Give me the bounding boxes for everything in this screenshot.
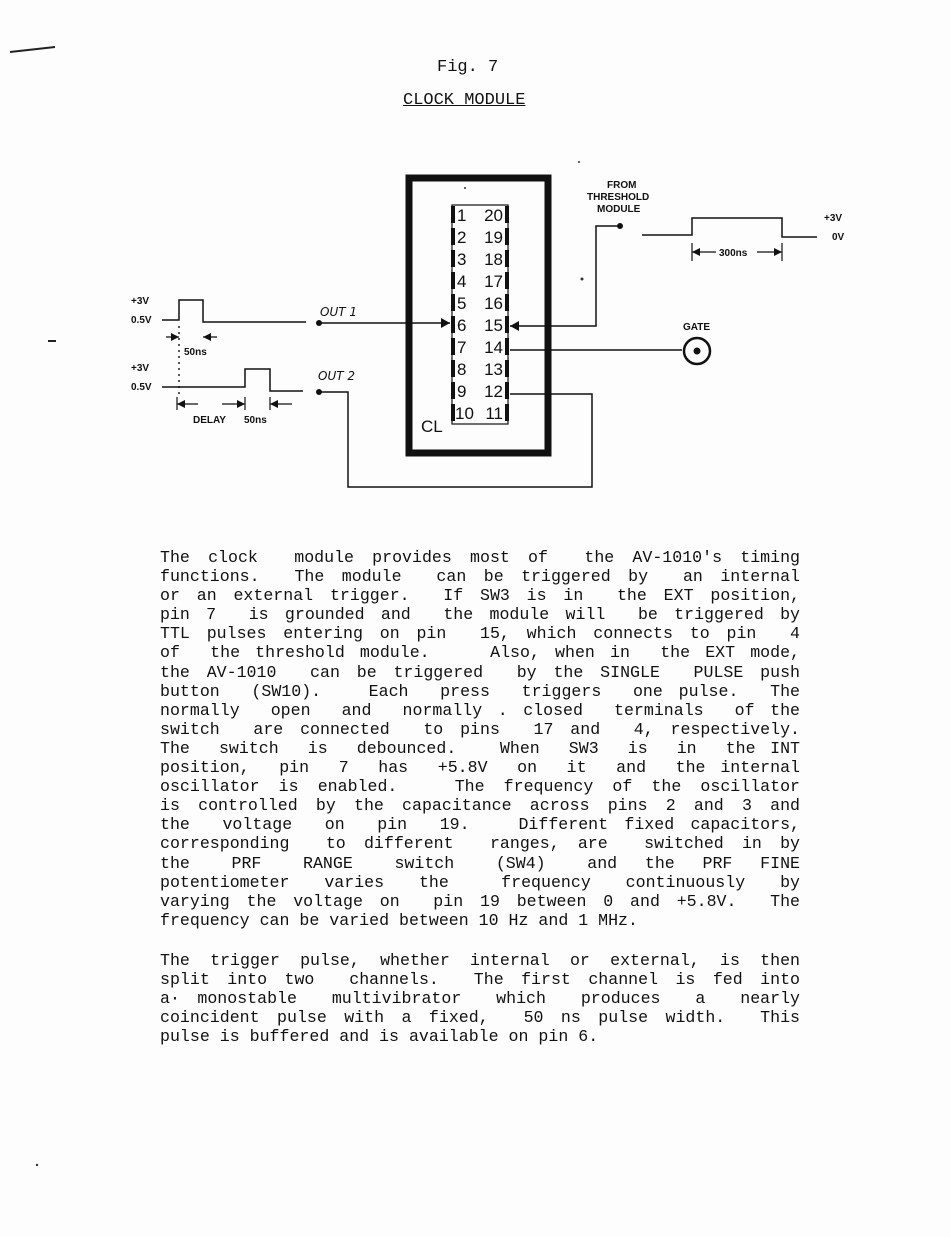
scan-speck [464, 187, 466, 189]
pin-numbers-left [455, 206, 474, 423]
pin-number: 17 [484, 272, 503, 291]
text-line: pulse is buffered and is available on pin 6. [160, 1027, 599, 1047]
pin-number: 9 [457, 382, 467, 401]
threshold-pulse-waveform [642, 218, 817, 237]
pin-number: 5 [457, 294, 467, 313]
paragraph-trigger-pulse [160, 951, 800, 1046]
pin-number: 18 [484, 250, 503, 269]
out2-high-label: +3V [131, 363, 150, 374]
out2-width-label: 50ns [244, 415, 267, 426]
text-line: varying the voltage on pin 19 between 0 and +5.8V. The [160, 891, 800, 911]
text-line: switch are connected to pins 17 and 4, respectively. [160, 719, 800, 739]
text-line: TTL pulses entering on pin 15, which connects to pin 4 [160, 624, 800, 644]
threshold-low-label: 0V [832, 232, 845, 243]
out1-pulse-waveform [162, 300, 306, 322]
text-line: The trigger pulse, whether internal or external, is then [160, 951, 800, 970]
pin-number: 3 [457, 250, 467, 269]
figure-label: Fig. 7 [437, 58, 499, 77]
out1-low-label: 0.5V [131, 315, 152, 326]
scan-speck [578, 161, 580, 163]
margin-stroke [10, 47, 55, 52]
pin15-arrow [510, 321, 519, 331]
out2-pulse-waveform [162, 369, 303, 391]
threshold-high-label: +3V [824, 213, 843, 224]
text-line: split into two channels. The first channel is fed into [160, 970, 800, 990]
scan-speck [581, 278, 584, 281]
gate-label: GATE [683, 322, 711, 333]
pin-number: 6 [457, 316, 467, 335]
pin-number: 12 [484, 382, 503, 401]
figure-title: CLOCK MODULE [403, 91, 526, 110]
text-line: oscillator is enabled. The frequency of the oscillator [160, 777, 800, 797]
pin-number: 1 [457, 206, 467, 225]
pin-number: 11 [485, 404, 503, 423]
paragraph-clock-module [160, 548, 800, 930]
pin-numbers-right [484, 206, 503, 423]
pin-number: 19 [484, 228, 503, 247]
text-line: of the threshold module. Also, when in the EXT mode, [160, 643, 800, 663]
out2-label: OUT 2 [318, 369, 356, 383]
text-line: is controlled by the capacitance across pins 2 and 3 and [160, 796, 800, 816]
pin-number: 8 [457, 360, 467, 379]
out1-width-arrowhead [171, 333, 211, 341]
from-threshold-label: MODULE [597, 204, 641, 215]
clock-module-diagram [0, 0, 950, 520]
pin-number: 4 [457, 272, 467, 291]
text-line: the PRF RANGE switch (SW4) and the PRF FINE [160, 853, 800, 873]
out2-low-label: 0.5V [131, 382, 152, 393]
text-line: potentiometer varies the frequency continuously by [160, 872, 800, 892]
pin-number: 10 [455, 404, 474, 423]
pin-number: 2 [457, 228, 467, 247]
out1-width-label: 50ns [184, 347, 207, 358]
pin-number: 20 [484, 206, 503, 225]
pin-number: 7 [457, 338, 467, 357]
gate-connector-center [694, 348, 701, 355]
text-line: The switch is debounced. When SW3 is in the INT [160, 738, 800, 758]
chip-label: CL [421, 417, 443, 436]
text-line: functions. The module can be triggered by an internal [160, 567, 800, 587]
pin6-arrow [441, 318, 450, 328]
from-threshold-label: FROM [607, 180, 637, 191]
threshold-width-label: 300ns [719, 248, 748, 259]
text-line: a· monostable multivibrator which produces a nearly [160, 989, 800, 1009]
pin-number: 16 [484, 294, 503, 313]
pin-number: 15 [484, 316, 503, 335]
text-line: the AV-1010 can be triggered by the SINGLE PULSE push [160, 662, 800, 682]
out1-label: OUT 1 [320, 305, 358, 319]
text-line: frequency can be varied between 10 Hz and 1 MHz. [160, 910, 638, 930]
from-threshold-label: THRESHOLD [587, 192, 650, 203]
threshold-wire [510, 226, 620, 326]
text-line: position, pin 7 has +5.8V on it and the internal [160, 758, 800, 778]
text-line: the voltage on pin 19. Different fixed capacitors, [160, 815, 800, 835]
text-line: corresponding to different ranges, are switched in by [160, 834, 800, 854]
pin-number: 13 [484, 360, 503, 379]
pin-number: 14 [484, 338, 503, 357]
scan-speck-bottom [34, 1162, 40, 1168]
text-line: or an external trigger. If SW3 is in the EXT position, [160, 586, 800, 606]
out1-high-label: +3V [131, 296, 150, 307]
text-line: pin 7 is grounded and the module will be triggered by [160, 605, 800, 625]
text-line: coincident pulse with a fixed, 50 ns pulse width. This [160, 1008, 800, 1028]
text-line: normally open and normally . closed terminals of the [160, 700, 800, 720]
out2-delay-label: DELAY [193, 415, 226, 426]
text-line: button (SW10). Each press triggers one pulse. The [160, 681, 800, 701]
text-line: The clock module provides most of the AV-1010's timing [160, 548, 800, 567]
chip-outer-box [409, 178, 548, 453]
